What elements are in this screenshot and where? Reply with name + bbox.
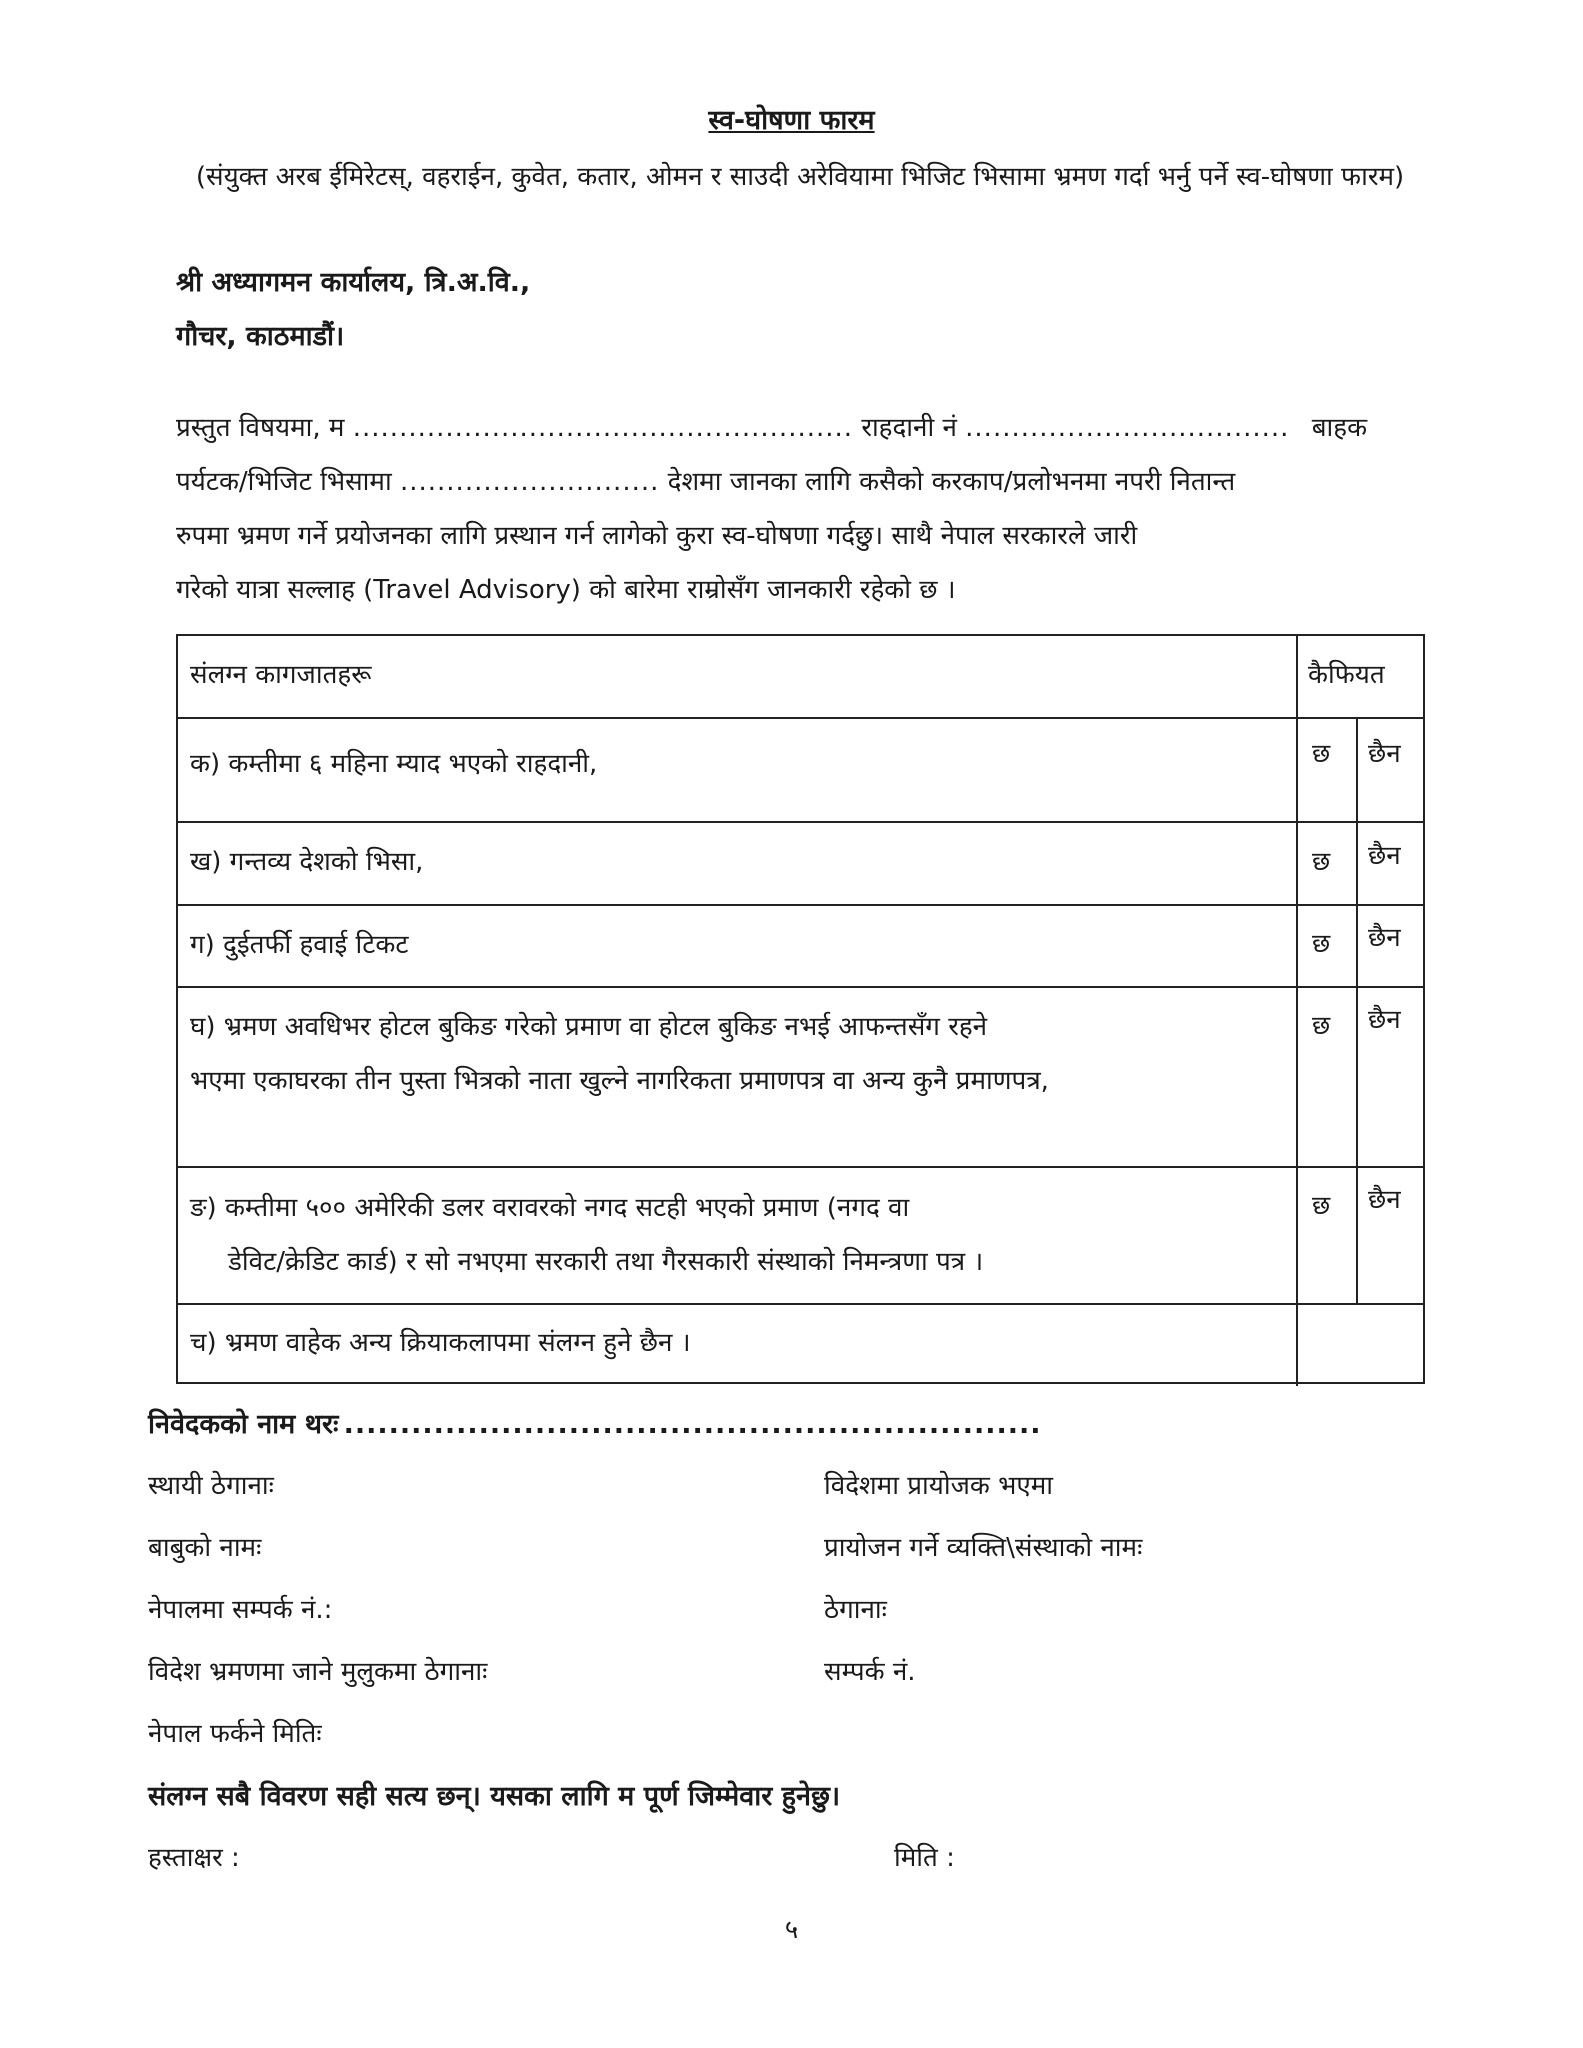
yes-option[interactable]: छ bbox=[1312, 739, 1331, 769]
declaration-text: देशमा जानका लागि कसैको करकाप/प्रलोभनमा नपरी नितान्त bbox=[667, 467, 1236, 497]
sponsor-address-label: ठेगानाः bbox=[824, 1595, 887, 1625]
no-option[interactable]: छैन bbox=[1368, 923, 1401, 953]
row-passport: क) कम्तीमा ६ महिना म्याद भएको राहदानी, bbox=[190, 749, 598, 779]
name-blank: ...................................................... bbox=[352, 413, 854, 443]
foreign-address-label: विदेश भ्रमणमा जाने मुलुकमा ठेगानाः bbox=[148, 1657, 488, 1687]
form-title: स्व-घोषणा फारम bbox=[708, 105, 875, 136]
father-name-label: बाबुको नामः bbox=[148, 1533, 262, 1563]
applicant-name-blank: .............................................................. bbox=[343, 1409, 1042, 1440]
passport-label: राहदानी नं bbox=[861, 413, 957, 443]
declaration-line-2 bbox=[176, 462, 1235, 498]
row-ticket: ग) दुईतर्फी हवाई टिकट bbox=[190, 930, 409, 960]
table-rule bbox=[1356, 717, 1358, 1303]
sponsor-name-label: प्रायोजन गर्ने व्यक्ति\संस्थाको नामः bbox=[824, 1533, 1143, 1563]
permanent-address-label: स्थायी ठेगानाः bbox=[148, 1471, 274, 1501]
declaration-line-1 bbox=[176, 408, 1367, 444]
declaration-line-4: गरेको यात्रा सल्लाह (Travel Advisory) को बारेमा राम्रोसँग जानकारी रहेको छ । bbox=[176, 575, 956, 605]
table-rule bbox=[178, 904, 1423, 906]
sponsor-heading: विदेशमा प्रायोजक भएमा bbox=[824, 1471, 1054, 1501]
table-rule bbox=[178, 821, 1423, 823]
header-docs: संलग्न कागजातहरू bbox=[190, 660, 372, 690]
sponsor-contact-label: सम्पर्क नं. bbox=[824, 1657, 916, 1687]
form-subtitle: (संयुक्त अरब ईमिरेटस्, वहराईन, कुवेत, कतार, ओमन र साउदी अरेवियामा भिजिट भिसामा भ्रमण गर्दा भर्नु पर्ने स्व-घोषणा फारम) bbox=[195, 162, 1405, 192]
yes-option[interactable]: छ bbox=[1312, 847, 1331, 877]
table-rule bbox=[178, 986, 1423, 988]
date-label: मिति : bbox=[894, 1843, 955, 1873]
row-hotel-line-2: भएमा एकाघरका तीन पुस्ता भित्रको नाता खुल्ने नागरिकता प्रमाणपत्र वा अन्य कुनै प्रमाणपत्र, bbox=[190, 1066, 1049, 1096]
table-rule bbox=[178, 1303, 1423, 1305]
address-line-1: श्री अध्यागमन कार्यालय, त्रि.अ.वि., bbox=[176, 267, 531, 298]
no-option[interactable]: छैन bbox=[1368, 841, 1401, 871]
no-option[interactable]: छैन bbox=[1368, 739, 1401, 769]
passport-blank: ................................... bbox=[965, 413, 1290, 443]
declaration-line-3: रुपमा भ्रमण गर्ने प्रयोजनका लागि प्रस्थान गर्न लागेको कुरा स्व-घोषणा गर्दछु। साथै नेपाल सरकारले जारी bbox=[176, 521, 1138, 551]
country-blank: ............................ bbox=[399, 467, 660, 497]
page-number: ५ bbox=[784, 1915, 799, 1945]
row-visa: ख) गन्तव्य देशको भिसा, bbox=[190, 847, 424, 877]
signature-label: हस्ताक्षर : bbox=[148, 1843, 240, 1873]
return-date-label: नेपाल फर्कने मितिः bbox=[148, 1719, 322, 1749]
row-activities: च) भ्रमण वाहेक अन्य क्रियाकलापमा संलग्न हुने छैन । bbox=[190, 1328, 691, 1358]
table-rule bbox=[178, 1166, 1423, 1168]
header-remarks: कैफियत bbox=[1308, 660, 1385, 690]
row-cash-line-2: डेविट/क्रेडिट कार्ड) र सो नभएमा सरकारी तथा गैरसकारी संस्थाको निमन्त्रणा पत्र । bbox=[228, 1247, 984, 1277]
yes-option[interactable]: छ bbox=[1312, 1191, 1331, 1221]
bearer-label: बाहक bbox=[1311, 413, 1368, 443]
row-cash-line-1: ङ) कम्तीमा ५०० अमेरिकी डलर वरावरको नगद सटही भएको प्रमाण (नगद वा bbox=[190, 1193, 910, 1223]
row-hotel-line-1: घ) भ्रमण अवधिभर होटल बुकिङ गरेको प्रमाण वा होटल बुकिङ नभई आफन्तसँग रहने bbox=[190, 1012, 988, 1042]
declaration-text: प्रस्तुत विषयमा, म bbox=[176, 413, 345, 443]
applicant-name-field[interactable] bbox=[148, 1404, 1042, 1441]
table-rule bbox=[1296, 636, 1298, 1386]
truth-statement: संलग्न सबै विवरण सही सत्य छन्। यसका लागि म पूर्ण जिम्मेवार हुनेछु। bbox=[148, 1781, 841, 1812]
address-line-2: गौचर, काठमाडौं। bbox=[176, 321, 345, 352]
no-option[interactable]: छैन bbox=[1368, 1185, 1401, 1215]
no-option[interactable]: छैन bbox=[1368, 1005, 1401, 1035]
yes-option[interactable]: छ bbox=[1312, 1011, 1331, 1041]
contact-nepal-label: नेपालमा सम्पर्क नं.: bbox=[148, 1595, 333, 1625]
documents-table bbox=[176, 634, 1425, 1384]
yes-option[interactable]: छ bbox=[1312, 929, 1331, 959]
applicant-name-label: निवेदकको नाम थरः bbox=[148, 1409, 339, 1440]
declaration-text: पर्यटक/भिजिट भिसामा bbox=[176, 467, 392, 497]
table-rule bbox=[178, 717, 1423, 719]
